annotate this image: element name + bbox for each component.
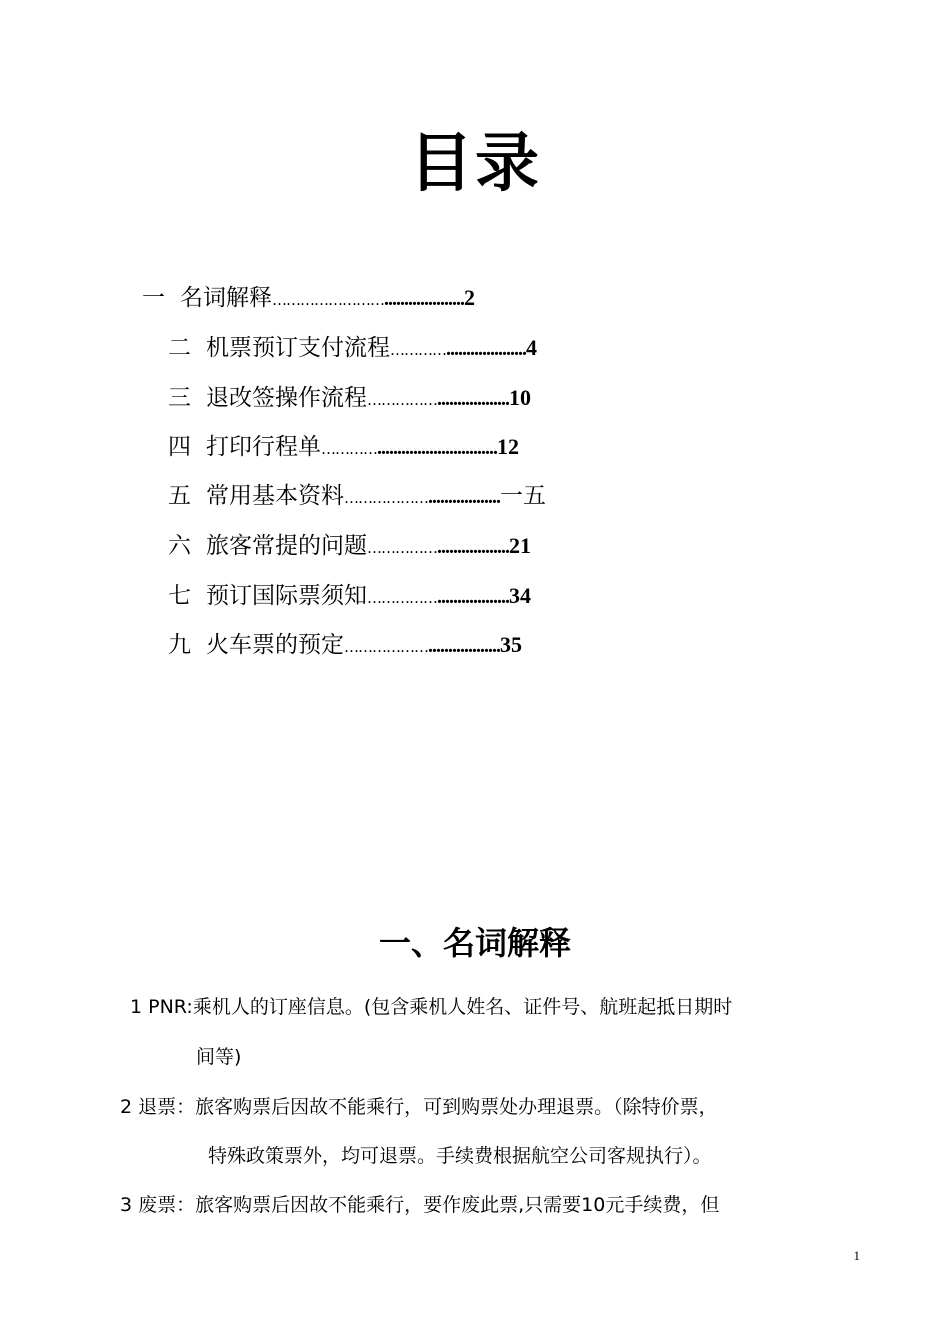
toc-leader: .................. [428,635,500,657]
toc-leader: ……………… [344,489,428,507]
toc-page-number: 一五 [500,483,546,509]
toc-item-number: 四 [168,434,191,460]
toc-item-label: 火车票的预定 [206,632,344,658]
toc-item-label: 机票预订支付流程 [206,335,390,361]
toc-leader: …………………… [272,291,384,309]
toc-item-label: 常用基本资料 [206,483,344,509]
toc-item[interactable] [168,576,531,616]
toc-leader: .................... [446,338,526,360]
page-number: 1 [853,1248,860,1263]
toc-page-number: 2 [464,285,475,310]
toc-item-number: 九 [168,632,191,658]
toc-item[interactable] [168,427,519,467]
toc-item-label: 预订国际票须知 [206,583,367,609]
toc-leader: .................. [437,388,509,410]
definition-line: 间等) [196,1046,242,1068]
toc-item-number: 七 [168,583,191,609]
toc-item[interactable] [142,278,475,318]
toc-leader: .................. [437,536,509,558]
toc-leader: …………… [367,589,437,607]
toc-page-number: 12 [497,434,519,459]
toc-page-number: 35 [500,632,522,657]
toc-item-number: 五 [168,483,191,509]
definition-line: 特殊政策票外，均可退票。手续费根据航空公司客规执行）。 [208,1145,712,1167]
toc-item[interactable] [168,328,537,368]
toc-item-number: 一 [142,285,165,311]
toc-leader: …………… [367,391,437,409]
toc-leader: .................... [384,288,464,310]
definition-line: 3 废票：旅客购票后因故不能乘行，要作废此票,只需要10元手续费，但 [120,1194,720,1216]
toc-item[interactable] [168,625,522,665]
toc-page-number: 4 [526,335,537,360]
toc-leader: .............................. [377,437,497,459]
toc-item-number: 二 [168,335,191,361]
toc-item[interactable] [168,526,531,566]
toc-leader: ………… [390,341,446,359]
toc-item-number: 三 [168,385,191,411]
toc-leader: ………… [321,440,377,458]
toc-item-label: 名词解释 [180,285,272,311]
section-heading: 一、名词解释 [378,924,571,962]
toc-title: 目录 [409,127,541,201]
toc-page-number: 21 [509,533,531,558]
toc-page-number: 34 [509,583,531,608]
definition-line: 1 PNR:乘机人的订座信息。(包含乘机人姓名、证件号、航班起抵日期时 [130,996,733,1018]
toc-leader: ……………… [344,638,428,656]
toc-item-label: 旅客常提的问题 [206,533,367,559]
toc-page-number: 10 [509,385,531,410]
toc-item-label: 打印行程单 [206,434,321,460]
toc-leader: .................. [437,586,509,608]
toc-item-number: 六 [168,533,191,559]
toc-leader: .................. [428,486,500,508]
toc-leader: …………… [367,539,437,557]
toc-item[interactable] [168,476,546,516]
toc-item[interactable] [168,378,531,418]
toc-item-label: 退改签操作流程 [206,385,367,411]
definition-line: 2 退票：旅客购票后因故不能乘行，可到购票处办理退票。（除特价票， [120,1096,718,1118]
